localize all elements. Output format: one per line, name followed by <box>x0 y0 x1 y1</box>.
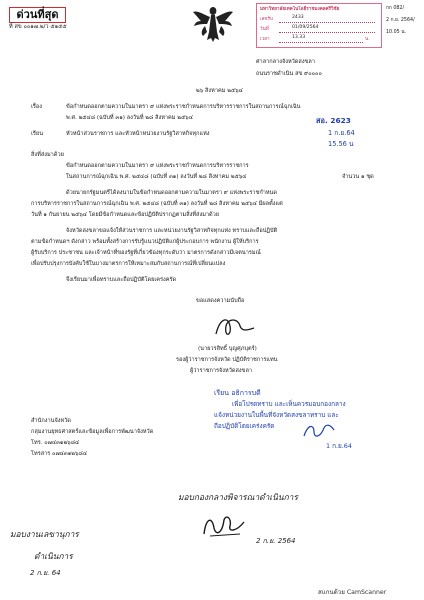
receipt-time-unit: น. <box>365 37 370 42</box>
document-date: ๒๖ สิงหาคม ๒๕๖๔ <box>196 88 243 94</box>
document-number: ที่ สข ๐๐๑๗.๒/ว ๕๑๕๕ <box>9 24 67 30</box>
camscanner-watermark: สแกนด้วย CamScanner <box>318 589 387 596</box>
subject-line-2: พ.ศ. ๒๕๔๘ (ฉบับที่ ๓๑) ลงวันที่ ๒๘ สิงหาคม ๒๕๖๔ <box>66 115 193 121</box>
blue-note-date: 1 ก.ย.64 <box>326 442 352 450</box>
attach-line-1: ข้อกำหนดออกตามความในมาตรา ๙ แห่งพระราชกำหนดการบริหารราชการ <box>66 163 249 169</box>
subject-label: เรื่อง <box>31 104 43 110</box>
receipt-stamp-org: มหาวิทยาลัยเทคโนโลยีราชมงคลศรีวิชัย <box>260 7 340 12</box>
para2-line-1: จังหวัดสงขลาขอแจ้งให้ส่วนราชการ และหน่วยงานรัฐวิสาหกิจทุกแห่ง ทราบและถือปฏิบัติ <box>66 228 278 234</box>
para2-line-4: เพื่อปรับปรุงการบังคับใช้ในบางมาตรการให้เหมาะสมกับสถานการณ์ที่เปลี่ยนแปลง <box>31 261 226 267</box>
urgent-badge <box>9 7 66 23</box>
handwritten-sign-date: 2 ก.ย. 2564 <box>256 537 296 545</box>
top-right-note-line3: 10.05 น. <box>386 30 407 35</box>
attach-quantity: จำนวน ๑ ชุด <box>342 174 374 180</box>
receipt-stamp <box>256 3 382 48</box>
blue-note-line-4: ถือปฏิบัติโดยเคร่งครัด <box>214 422 275 430</box>
handwritten-line-1: มอบกองกลางพิจารณาดำเนินการ <box>178 492 298 502</box>
to-recipient: หัวหน้าส่วนราชการ และหัวหน้าหน่วยงานรัฐวิสาหกิจทุกแห่ง <box>66 131 210 137</box>
handwritten-line-2: มอบงานเลขานุการ <box>10 529 79 539</box>
sender-road: ถนนราชดำเนิน สข ๙๐๐๐๐ <box>256 71 322 77</box>
para2-line-3: ผู้รับบริการ ประชาชน และเจ้าหน้าที่ของรัฐที่เกี่ยวข้องทุกระดับว่า มาตรการดังกล่าวมีเจตนารมณ์ <box>31 250 261 256</box>
to-label: เรียน <box>31 131 44 137</box>
blue-receipt-number: สอ. 2623 <box>316 116 351 125</box>
footer-fax: โทรสาร ๐๗๔๓๑๒๖๘๔ <box>31 451 88 457</box>
top-right-note-line2: 2 ก.ย. 2564/ <box>386 18 415 23</box>
para2-line-2: ตามข้อกำหนดฯ ดังกล่าว พร้อมทั้งสร้างการรับรู้แนวปฏิบัติแก่ผู้ประกอบการ พนักงาน ผู้ให้บริการ <box>31 239 259 245</box>
subject-line-1: ข้อกำหนดออกตามความในมาตรา ๙ แห่งพระราชกำหนดการบริหารราชการในสถานการณ์ฉุกเฉิน <box>66 104 301 110</box>
para3: จึงเรียนมาเพื่อทราบและถือปฏิบัติโดยเคร่งครัด <box>66 277 177 283</box>
footer-division: กลุ่มงานยุทธศาสตร์และข้อมูลเพื่อการพัฒนาจังหวัด <box>31 429 154 435</box>
signer-title-2: ผู้ว่าราชการจังหวัดสงขลา <box>190 368 253 374</box>
receipt-date-line <box>279 32 375 33</box>
closing: ขอแสดงความนับถือ <box>196 298 245 304</box>
blue-receipt-time: 15.56 น <box>328 140 354 148</box>
para1-line-2: การบริหารราชการในสถานการณ์ฉุกเฉิน พ.ศ. ๒๕๔๘ (ฉบับที่ ๓๑) ลงวันที่ ๒๘ สิงหาคม ๒๕๖๔ มีผลตั้งแต่ <box>31 201 283 207</box>
signer-title-1: รองผู้ว่าราชการจังหวัด ปฏิบัติราชการแทน <box>176 357 278 363</box>
sender-office: ศาลากลางจังหวัดสงขลา <box>256 59 315 65</box>
receipt-number: 2433 <box>292 15 304 20</box>
receipt-time: 13.33 <box>292 35 306 40</box>
attach-line-2: ในสถานการณ์ฉุกเฉิน พ.ศ. ๒๕๔๘ (ฉบับที่ ๓๑) ลงวันที่ ๒๘ สิงหาคม ๒๕๖๔ <box>66 174 247 180</box>
official-signature <box>210 312 260 342</box>
receipt-time-line <box>279 42 363 43</box>
receipt-time-label: เวลา <box>260 37 270 42</box>
handwritten-date: 2 ก.ย. 64 <box>30 569 61 577</box>
receipt-number-label: เลขรับ <box>260 17 273 22</box>
blue-note-line-3: แจ้งหน่วยงานในพื้นที่จังหวัดสงขลาทราบ และ <box>214 411 339 419</box>
receipt-date-label: วันที่ <box>260 27 269 32</box>
footer-office: สำนักงานจังหวัด <box>31 418 71 424</box>
para1-line-1: ด้วยนายกรัฐมนตรีได้ลงนามในข้อกำหนดออกตามความในมาตรา ๙ แห่งพระราชกำหนด <box>66 190 278 196</box>
blue-receipt-date: 1 ก.ย.64 <box>328 129 355 137</box>
handwritten-line-3: ดำเนินการ <box>34 551 73 561</box>
handwritten-signature <box>200 510 248 540</box>
receipt-date: 01/09/2564 <box>292 25 319 30</box>
urgent-label: ด่วนที่สุด <box>16 8 59 21</box>
top-right-note-line1: กก 082/ <box>386 6 405 11</box>
blue-note-signature <box>300 420 340 442</box>
footer-tel: โทร. ๐๗๔๓๑๒๖๘๔ <box>31 440 80 446</box>
para1-line-3: วันที่ ๑ กันยายน ๒๕๖๔ โดยมีข้อกำหนดและข้อปฏิบัติปรากฏตามสิ่งที่ส่งมาด้วย <box>31 212 220 218</box>
signer-name: (นายวรสิทธิ์ บุญศุภบุตร์) <box>198 346 257 352</box>
blue-note-line-1: เรียน อธิการบดี <box>214 389 261 397</box>
receipt-number-line <box>279 22 375 23</box>
attach-label: สิ่งที่ส่งมาด้วย <box>31 152 64 158</box>
blue-note-line-2: เพื่อโปรดทราบ และเห็นควรมอบกองกลาง <box>232 400 346 408</box>
garuda-emblem-icon <box>191 2 235 46</box>
